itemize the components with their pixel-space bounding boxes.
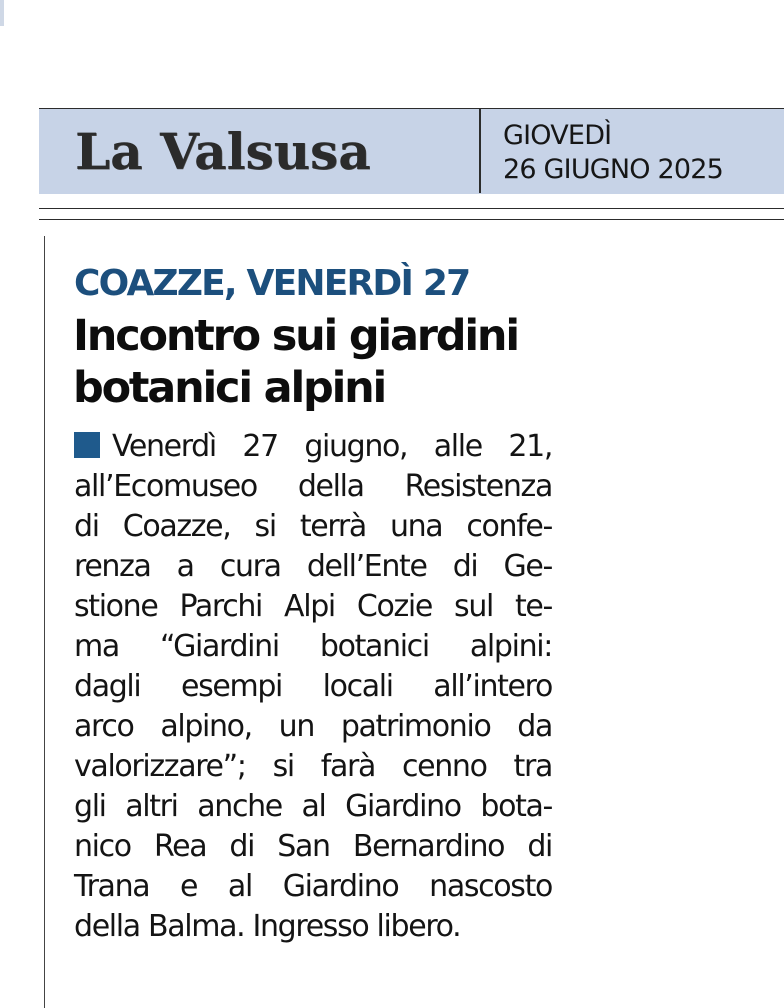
body-line: dagli esempi locali all’intero	[74, 669, 552, 704]
body-line: nico Rea di San Bernardino di	[74, 829, 552, 864]
bullet-square-icon	[74, 432, 100, 458]
body-line: stione Parchi Alpi Cozie sul te-	[74, 589, 552, 624]
header-rule-bottom	[39, 219, 784, 220]
body-line-text: Venerdì 27 giugno, alle 21,	[112, 429, 552, 464]
column-divider	[44, 236, 45, 1008]
body-line-last: della Balma. Ingresso libero.	[74, 909, 461, 944]
body-line: valorizzare”; si farà cenno tra	[74, 749, 552, 784]
header-rule-top	[39, 208, 784, 209]
body-line: all’Ecomuseo della Resistenza	[74, 469, 552, 504]
body-line: di Coazze, si terrà una confe-	[74, 509, 552, 544]
issue-date	[503, 119, 723, 187]
body-line: Trana e al Giardino nascosto	[74, 869, 552, 904]
article-kicker: COAZZE, VENERDÌ 27	[74, 263, 470, 304]
masthead-banner	[39, 108, 784, 194]
issue-weekday: GIOVEDÌ	[503, 120, 612, 151]
newspaper-logo: La Valsusa	[75, 122, 371, 181]
corner-mark	[0, 0, 4, 26]
issue-full-date: 26 GIUGNO 2025	[503, 154, 724, 185]
article-body	[74, 427, 552, 947]
body-line: arco alpino, un patrimonio da	[74, 709, 552, 744]
headline-line: Incontro sui giardini	[73, 311, 518, 361]
body-line: ma “Giardini botanici alpini:	[74, 629, 552, 664]
body-line: gli altri anche al Giardino bota-	[74, 789, 552, 824]
body-line: renza a cura dell’Ente di Ge-	[74, 549, 552, 584]
headline-line: botanici alpini	[73, 363, 386, 413]
article-headline	[73, 310, 518, 414]
body-first-line	[74, 427, 552, 467]
masthead-divider	[479, 109, 481, 193]
